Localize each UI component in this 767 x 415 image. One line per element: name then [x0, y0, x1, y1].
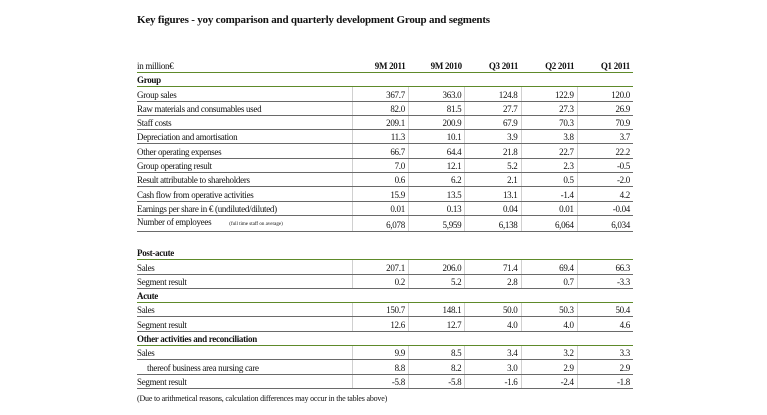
cell-value: 0.13 — [408, 201, 464, 215]
cell-value: 26.9 — [577, 101, 633, 115]
cell-value: 4.0 — [521, 317, 577, 331]
cell-value: -2.4 — [521, 374, 577, 388]
cell-value: 11.3 — [352, 130, 408, 144]
row-label — [137, 346, 352, 360]
row-label-text: Segment result — [137, 319, 187, 330]
row-label — [137, 274, 352, 288]
cell-value: 150.7 — [352, 303, 408, 317]
cell-value: 2.9 — [521, 360, 577, 374]
row-label-text: Depreciation and amortisation — [137, 132, 238, 143]
cell-value: 13.1 — [465, 187, 521, 201]
cell-value: 27.3 — [521, 101, 577, 115]
row-label — [137, 130, 352, 144]
unit-label: in million€ — [137, 58, 352, 73]
row-label-text: Group operating result — [137, 161, 212, 172]
table-row — [137, 115, 633, 129]
cell-value: 2.8 — [465, 274, 521, 288]
cell-value: 66.3 — [577, 260, 633, 274]
cell-value: 50.4 — [577, 303, 633, 317]
row-label-text: Other operating expenses — [137, 146, 222, 157]
table-row — [137, 144, 633, 158]
row-label-text: Sales — [137, 262, 155, 273]
cell-value: 71.4 — [465, 260, 521, 274]
cell-value: 122.9 — [521, 87, 577, 101]
cell-value: 10.1 — [408, 130, 464, 144]
cell-value: 8.5 — [408, 346, 464, 360]
cell-value: 70.3 — [521, 115, 577, 129]
spacer-row — [137, 231, 633, 246]
cell-value: 82.0 — [352, 101, 408, 115]
table-row — [137, 260, 633, 274]
table-header-row — [137, 58, 633, 73]
cell-value: 67.9 — [465, 115, 521, 129]
cell-value: 0.04 — [465, 201, 521, 215]
table-row — [137, 303, 633, 317]
table-row — [137, 101, 633, 115]
row-label-text: Staff costs — [137, 118, 172, 129]
column-header: Q2 2011 — [521, 58, 577, 73]
cell-value: 8.8 — [352, 360, 408, 374]
post-acute-heading: Post-acute — [137, 246, 633, 260]
cell-value: 2.9 — [577, 360, 633, 374]
cell-value: -3.3 — [577, 274, 633, 288]
cell-value: 6,064 — [521, 215, 577, 231]
cell-value: 0.5 — [521, 173, 577, 187]
cell-value: 148.1 — [408, 303, 464, 317]
row-label-text: Raw materials and consumables used — [137, 103, 262, 114]
cell-value: 5,959 — [408, 215, 464, 231]
cell-value: 3.0 — [465, 360, 521, 374]
cell-value: 209.1 — [352, 115, 408, 129]
employees-row — [137, 215, 633, 231]
key-figures-table — [137, 58, 633, 389]
key-figures-table-body — [137, 58, 633, 388]
row-label-text: Sales — [137, 348, 155, 359]
cell-value: 6,138 — [465, 215, 521, 231]
row-label — [137, 374, 352, 388]
cell-value: 120.0 — [577, 87, 633, 101]
table-row — [137, 158, 633, 172]
cell-value: 0.6 — [352, 173, 408, 187]
page-title: Key figures - yoy comparison and quarterly development Group and segments — [137, 14, 490, 26]
cell-value: 363.0 — [408, 87, 464, 101]
cell-value: 367.7 — [352, 87, 408, 101]
column-header: 9M 2011 — [352, 58, 408, 73]
row-label — [137, 317, 352, 331]
cell-value: 4.6 — [577, 317, 633, 331]
cell-value: -2.0 — [577, 173, 633, 187]
row-label-text: Cash flow from operative activities — [137, 189, 254, 200]
table-row — [137, 201, 633, 215]
cell-value: 6.2 — [408, 173, 464, 187]
employees-note: (full time staff on average) — [229, 221, 283, 227]
row-label — [137, 215, 352, 231]
table-row — [137, 187, 633, 201]
cell-value: 21.8 — [465, 144, 521, 158]
row-label — [137, 144, 352, 158]
cell-value: 50.3 — [521, 303, 577, 317]
group-heading: Group — [137, 73, 633, 87]
table-row — [137, 87, 633, 101]
cell-value: -5.8 — [352, 374, 408, 388]
cell-value: 3.2 — [521, 346, 577, 360]
other-activities-heading: Other activities and reconciliation — [137, 331, 633, 345]
cell-value: 6,034 — [577, 215, 633, 231]
cell-value: 81.5 — [408, 101, 464, 115]
row-label — [137, 158, 352, 172]
acute-heading: Acute — [137, 288, 633, 302]
row-label — [137, 87, 352, 101]
table-row — [137, 317, 633, 331]
row-label-text: Group sales — [137, 89, 177, 100]
cell-value: 8.2 — [408, 360, 464, 374]
cell-value: 22.2 — [577, 144, 633, 158]
cell-value: 3.3 — [577, 346, 633, 360]
column-header: Q3 2011 — [465, 58, 521, 73]
row-label — [137, 187, 352, 201]
cell-value: 15.9 — [352, 187, 408, 201]
cell-value: 3.9 — [465, 130, 521, 144]
cell-value: -0.5 — [577, 158, 633, 172]
cell-value: 13.5 — [408, 187, 464, 201]
row-label — [137, 303, 352, 317]
other-activities-heading-row — [137, 331, 633, 345]
row-label-text: Sales — [137, 305, 155, 316]
cell-value: 5.2 — [465, 158, 521, 172]
cell-value: -1.6 — [465, 374, 521, 388]
cell-value: -0.04 — [577, 201, 633, 215]
row-label — [137, 260, 352, 274]
cell-value: 3.4 — [465, 346, 521, 360]
row-label-text: Result attributable to shareholders — [137, 175, 250, 186]
table-row — [137, 374, 633, 388]
row-label-text: Number of employees — [137, 216, 212, 227]
row-label — [137, 173, 352, 187]
cell-value: 4.2 — [577, 187, 633, 201]
table-row — [137, 274, 633, 288]
cell-value: 0.01 — [521, 201, 577, 215]
post-acute-heading-row — [137, 246, 633, 260]
table-row — [137, 360, 633, 374]
table-row — [137, 173, 633, 187]
cell-value: 4.0 — [465, 317, 521, 331]
cell-value: 7.0 — [352, 158, 408, 172]
row-label — [137, 101, 352, 115]
cell-value: 124.8 — [465, 87, 521, 101]
acute-heading-row — [137, 288, 633, 302]
cell-value: -5.8 — [408, 374, 464, 388]
cell-value: 50.0 — [465, 303, 521, 317]
row-label — [137, 201, 352, 215]
cell-value: 6,078 — [352, 215, 408, 231]
cell-value: 3.7 — [577, 130, 633, 144]
cell-value: 64.4 — [408, 144, 464, 158]
cell-value: -1.8 — [577, 374, 633, 388]
cell-value: 12.7 — [408, 317, 464, 331]
cell-value: 0.7 — [521, 274, 577, 288]
column-header: 9M 2010 — [408, 58, 464, 73]
cell-value: 12.1 — [408, 158, 464, 172]
cell-value: 200.9 — [408, 115, 464, 129]
cell-value: 2.1 — [465, 173, 521, 187]
column-header: Q1 2011 — [577, 58, 633, 73]
cell-value: 206.0 — [408, 260, 464, 274]
row-label-text: Segment result — [137, 376, 187, 387]
group-heading-row — [137, 73, 633, 87]
row-label-text: Segment result — [137, 276, 187, 287]
cell-value: 0.01 — [352, 201, 408, 215]
spacer-cell — [137, 231, 633, 246]
cell-value: -1.4 — [521, 187, 577, 201]
cell-value: 27.7 — [465, 101, 521, 115]
row-label — [137, 115, 352, 129]
cell-value: 207.1 — [352, 260, 408, 274]
cell-value: 3.8 — [521, 130, 577, 144]
row-label — [137, 360, 352, 374]
cell-value: 66.7 — [352, 144, 408, 158]
row-label-text: thereof business area nursing care — [147, 362, 259, 373]
cell-value: 5.2 — [408, 274, 464, 288]
cell-value: 0.2 — [352, 274, 408, 288]
cell-value: 9.9 — [352, 346, 408, 360]
cell-value: 69.4 — [521, 260, 577, 274]
row-label-text: Earnings per share in € (undiluted/diluted) — [137, 203, 277, 214]
cell-value: 70.9 — [577, 115, 633, 129]
cell-value: 12.6 — [352, 317, 408, 331]
table-row — [137, 346, 633, 360]
table-row — [137, 130, 633, 144]
cell-value: 2.3 — [521, 158, 577, 172]
footnote: (Due to arithmetical reasons, calculation differences may occur in the tables above) — [137, 394, 388, 403]
cell-value: 22.7 — [521, 144, 577, 158]
